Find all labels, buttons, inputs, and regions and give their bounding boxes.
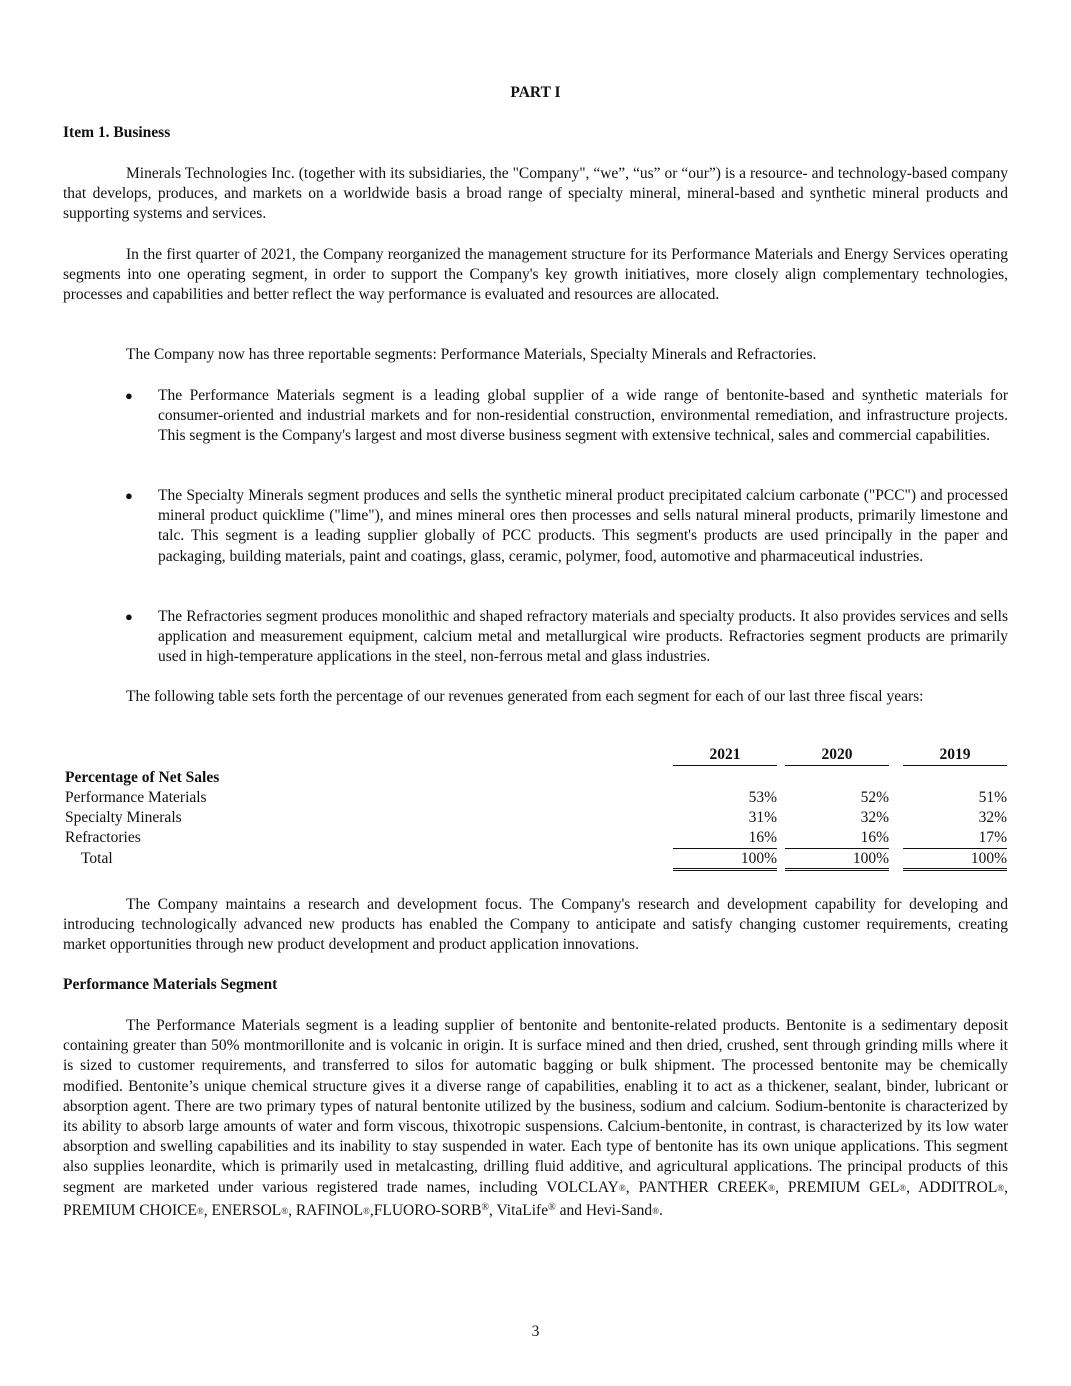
- total-value: 100%: [673, 848, 777, 871]
- pm-body-paragraph: The Performance Materials segment is a leading supplier of bentonite and bentonite-related products. Bentonite is a sedimentary deposit containing greater than 50% montmorillonite and is volcanic in origin. It is surface mined and then dried, crushed, sent through grinding mills where it is sized to customer requirements, and transferred to silos for automatic bagging or bulk shipment. The processed bentonite may be chemically modified. Bentonite’s unique chemical structure gives it a diverse range of capabilities, enabling it to act as a thickener, sealant, binder, lubricant or absorption agent. There are two primary types of natural bentonite utilized by the business, sodium and calcium. Sodium-bentonite is characterized by its ability to absorb large amounts of water and form viscous, thixotropic suspensions. Calcium-bentonite, in contrast, is characterized by its low water absorption and swelling capabilities and its inability to stay suspended in water. Each type of bentonite has its own unique applications. This segment also supplies leonardite, which is primarily used in metalcasting, drilling fluid additive, and agricultural applications. The principal products of this segment are marketed under various registered trade names, including VOLCLAY®, PANTHER CREEK®, PREMIUM GEL®, ADDITROL®, PREMIUM CHOICE®, ENERSOL®, RAFINOL®,FLUORO-SORB®, VitaLife® and Hevi-Sand®.: [63, 1017, 1009, 1219]
- table-intro-paragraph: The following table sets forth the percentage of our revenues generated from each segment for each of our last three fiscal years:: [126, 688, 924, 705]
- row-label: Performance Materials: [65, 789, 207, 806]
- row-value: 52%: [860, 789, 889, 806]
- year-header-2021: 2021: [673, 746, 777, 766]
- rnd-paragraph: The Company maintains a research and development focus. The Company's research and development capability for developing and introducing technologically advanced new products has enabled the Company to anticipate and satisfy changing customer requirements, creating market opportunities through new product development and product application innovations.: [63, 896, 1008, 954]
- total-label: Total: [81, 850, 113, 867]
- year-header-2020: 2020: [785, 746, 889, 766]
- bullet-icon: ●: [125, 609, 133, 624]
- row-value: 53%: [748, 789, 777, 806]
- row-value: 31%: [748, 809, 777, 826]
- row-value: 17%: [978, 829, 1007, 846]
- total-value: 100%: [903, 848, 1007, 871]
- page-number: 3: [531, 1323, 540, 1340]
- bullet-text: The Refractories segment produces monolithic and shaped refractory materials and specialty products. It also provides services and sells application and measurement equipment, calcium metal and metallurgical wire products. Refractories segment products are primarily used in high-temperature applications in the steel, non-ferrous metal and glass industries.: [158, 608, 1008, 666]
- row-label: Specialty Minerals: [65, 809, 182, 826]
- bullet-text: The Specialty Minerals segment produces and sells the synthetic mineral product precipitated calcium carbonate ("PCC") and processed mineral product quicklime ("lime"), and mines mineral ores then processes and sells natural mineral products, primarily limestone and talc. This segment is a leading supplier globally of PCC products. This segment's products are used principally in the paper and packaging, building materials, paint and coatings, glass, ceramic, polymer, food, automotive and pharmaceutical industries.: [158, 487, 1008, 565]
- row-value: 16%: [748, 829, 777, 846]
- item-heading: Item 1. Business: [63, 124, 171, 141]
- total-value: 100%: [785, 848, 889, 871]
- bullet-icon: ●: [125, 488, 133, 503]
- row-value: 51%: [978, 789, 1007, 806]
- bullet-icon: ●: [125, 388, 133, 403]
- intro-paragraph: Minerals Technologies Inc. (together with its subsidiaries, the "Company", “we”, “us” or “our”) is a resource- and technology-based company that develops, produces, and markets on a worldwide basis a broad range of specialty mineral, mineral-based and synthetic mineral products and supporting systems and services.: [63, 165, 1008, 223]
- year-header-2019: 2019: [903, 746, 1007, 766]
- bullet-text: The Performance Materials segment is a leading global supplier of a wide range of bentonite-based and synthetic materials for consumer-oriented and industrial markets and for non-residential construction, environmental remediation, and infrastructure projects. This segment is the Company's largest and most diverse business segment with extensive technical, sales and commercial capabilities.: [158, 387, 1008, 445]
- segments-intro-paragraph: The Company now has three reportable segments: Performance Materials, Specialty Minerals and Refractories.: [126, 346, 817, 363]
- row-label: Refractories: [65, 829, 141, 846]
- pm-segment-heading: Performance Materials Segment: [63, 976, 278, 993]
- row-value: 16%: [860, 829, 889, 846]
- table-caption: Percentage of Net Sales: [65, 769, 220, 786]
- part-title: PART I: [510, 84, 561, 101]
- row-value: 32%: [978, 809, 1007, 826]
- reorg-paragraph: In the first quarter of 2021, the Company reorganized the management structure for its Performance Materials and Energy Services operating segments into one operating segment, in order to support the Company's key growth initiatives, more closely align complementary technologies, processes and capabilities and better reflect the way performance is evaluated and resources are allocated.: [63, 246, 1008, 304]
- row-value: 32%: [860, 809, 889, 826]
